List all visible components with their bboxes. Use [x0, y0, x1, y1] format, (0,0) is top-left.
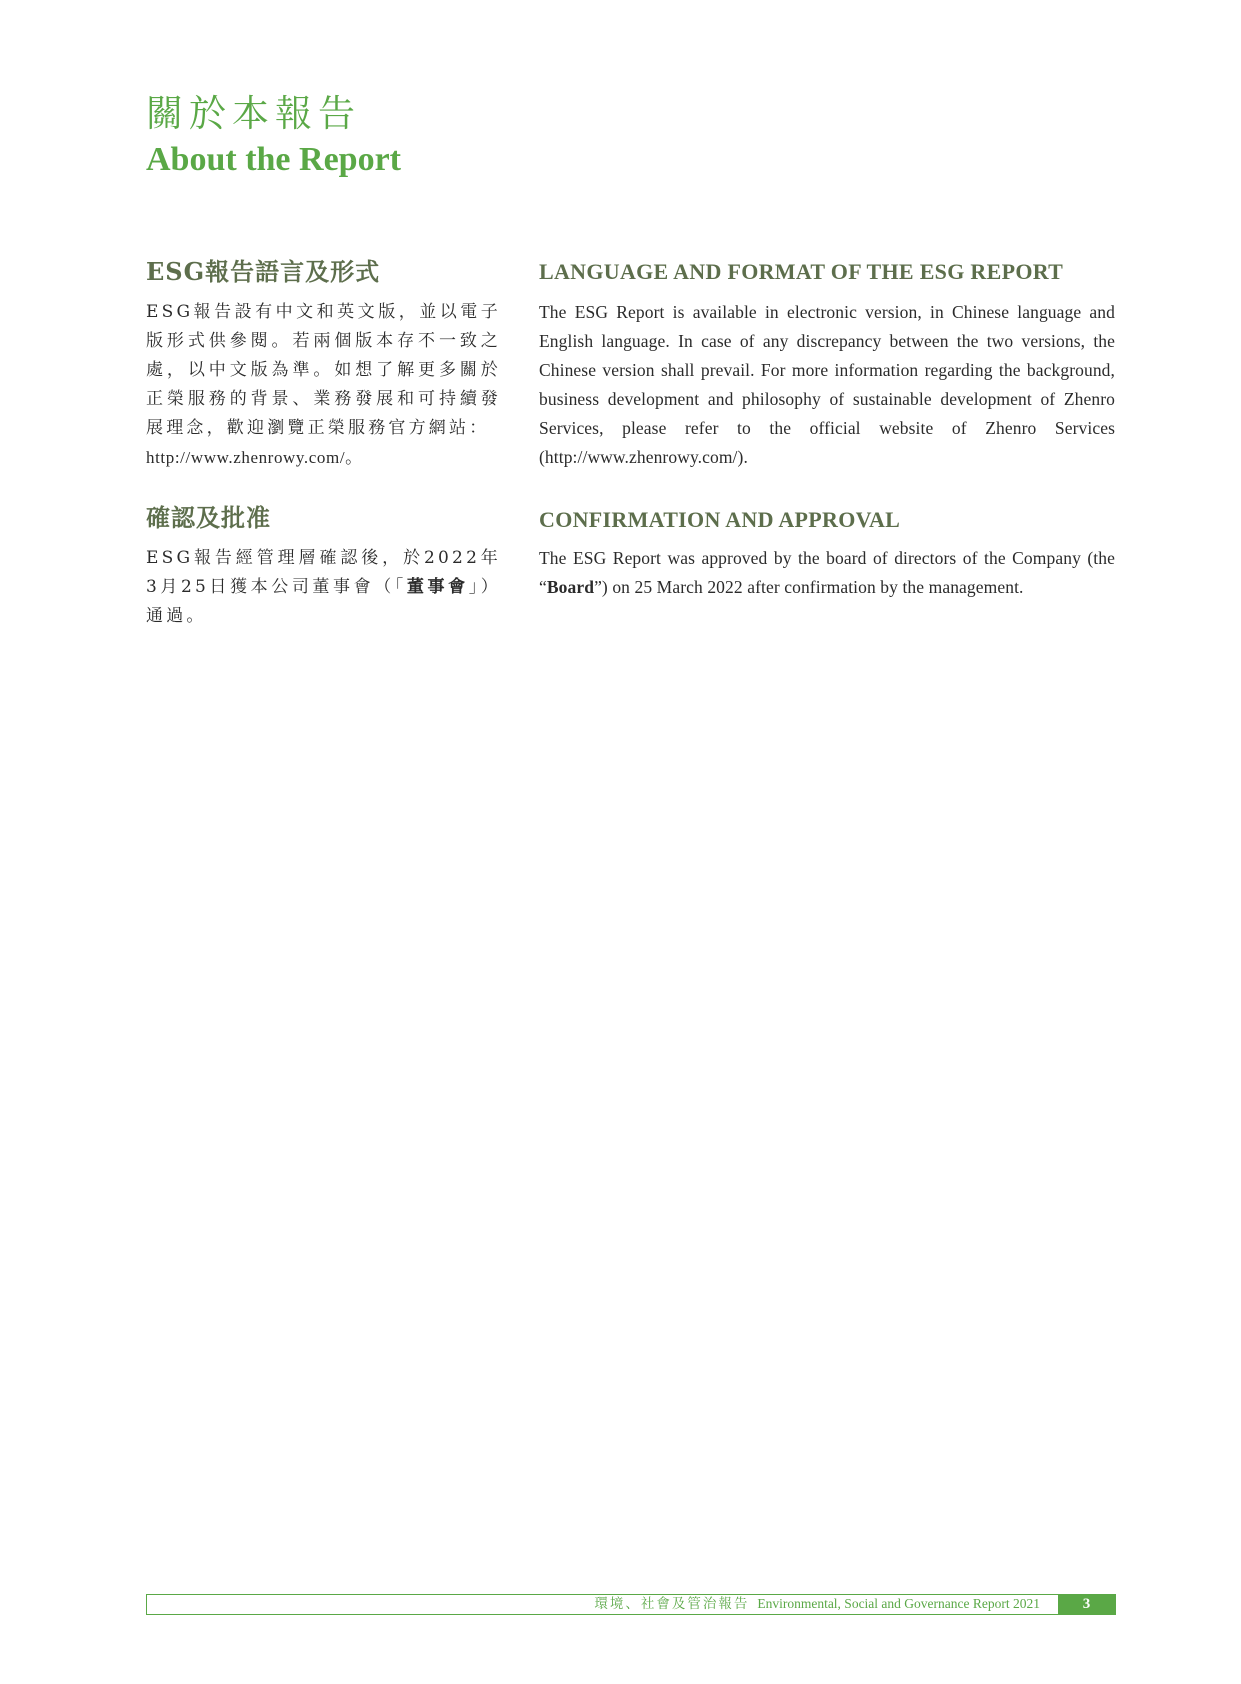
- footer-title-zh: 環境、社會及管治報告: [594, 1596, 750, 1612]
- page-number: 3: [1058, 1594, 1116, 1615]
- section-body-confirmation-zh: [146, 544, 501, 631]
- section-body-language-format-zh: [146, 298, 501, 473]
- body-text-en-before: The ESG Report was approved by the board of directors of the Company (the “: [539, 548, 1115, 597]
- footer-report-title: [594, 1595, 1040, 1613]
- page-footer: [146, 1594, 1115, 1615]
- body-text-zh-bold: 董事會: [406, 577, 469, 597]
- section-heading-language-format-en: LANGUAGE AND FORMAT OF THE ESG REPORT: [539, 259, 1064, 284]
- section-heading-language-format-zh: ESG報告語言及形式: [146, 257, 381, 286]
- page-title-english: About the Report: [146, 141, 401, 178]
- body-text-en-after: ”) on 25 March 2022 after confirmation by the management.: [594, 577, 1024, 597]
- body-text-zh: ESG報告設有中文和英文版，並以電子版形式供參閱。若兩個版本存不一致之處，以中文版為準。如想了解更多關於正榮服務的背景、業務發展和可持續發展理念，歡迎瀏覽正榮服務官方網站：: [146, 302, 501, 438]
- website-url-zh: http://www.zhenrowy.com/。: [146, 448, 363, 467]
- page-title-chinese: 關於本報告: [146, 92, 361, 135]
- footer-title-en: Environmental, Social and Governance Report 2021: [757, 1596, 1040, 1611]
- body-text-zh-before: ESG報告經管理層確認後，於2022年3月25日獲本公司董事會（「: [146, 548, 501, 597]
- body-text-zh-after: 」）通過。: [146, 577, 501, 626]
- section-heading-confirmation-zh: 確認及批准: [146, 503, 271, 532]
- section-body-language-format-en: The ESG Report is available in electronic version, in Chinese language and English language. In case of any discrepancy between the two versions, the Chinese version shall prevail. For more information regarding the background, business development and philosophy of sustainable development of Zhenro Services, please refer to the official website of Zhenro Services (http://www.zhenrowy.com/).: [539, 302, 1115, 467]
- section-body-confirmation-en: [539, 544, 1115, 602]
- body-text-en-bold: Board: [546, 577, 595, 597]
- section-heading-confirmation-en: CONFIRMATION AND APPROVAL: [539, 507, 901, 532]
